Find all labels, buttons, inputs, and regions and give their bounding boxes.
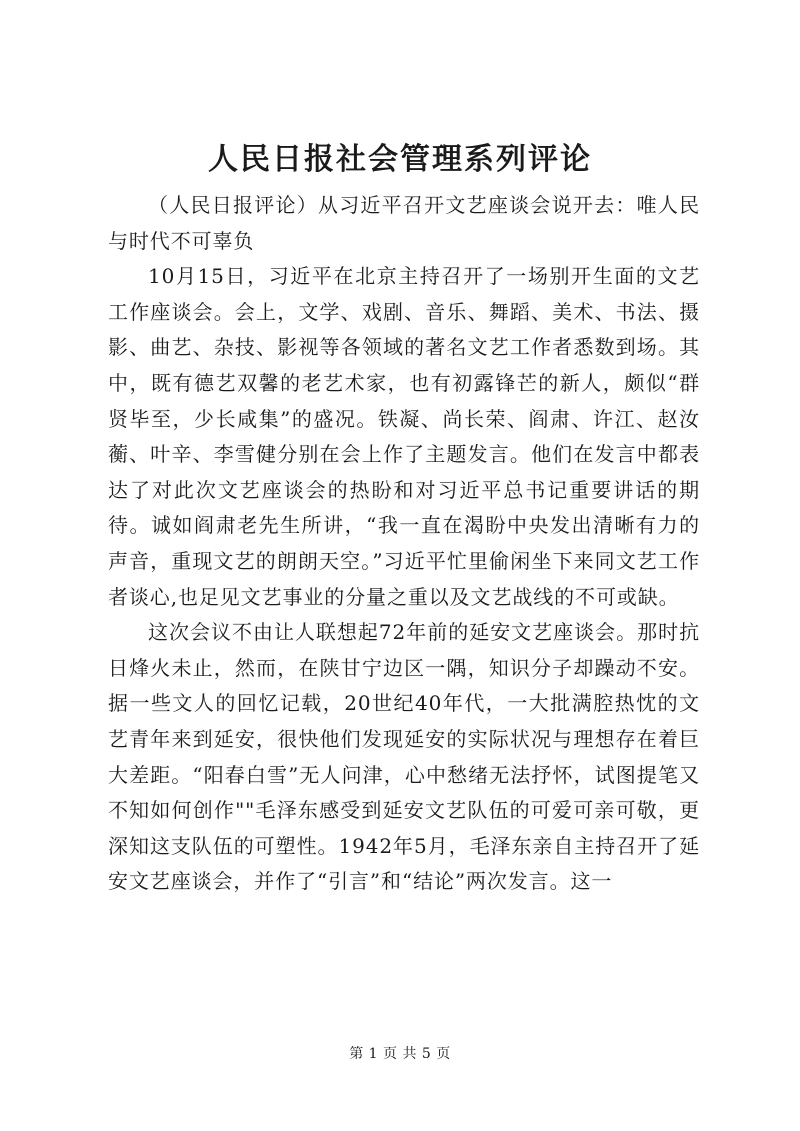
paragraph-1: 10月15日，习近平在北京主持召开了一场别开生面的文艺工作座谈会。会上，文学、戏剧、音乐、舞蹈、美术、书法、摄影、曲艺、杂技、影视等各领域的著名文艺工作者悉数到场。其中，既有德艺双馨的老艺术家，也有初露锋芒的新人，颇似“群贤毕至，少长咸集”的盛况。铁凝、尚长荣、阎肃、许江、赵汝蘅、叶辛、李雪健分别在会上作了主题发言。他们在发言中都表达了对此次文艺座谈会的热盼和对习近平总书记重要讲话的期待。诚如阎肃老先生所讲，“我一直在渴盼中央发出清晰有力的声音，重现文艺的朗朗天空。”习近平忙里偷闲坐下来同文艺工作者谈心,也足见文艺事业的分量之重以及文艺战线的不可或缺。: [108, 264, 700, 609]
page-title: 人民日报社会管理系列评论: [208, 142, 592, 177]
document-body: [108, 188, 700, 900]
paragraph-subtitle: （人民日报评论）从习近平召开文艺座谈会说开去：唯人民与时代不可辜负: [108, 193, 700, 253]
paragraph-2: 这次会议不由让人联想起72年前的延安文艺座谈会。那时抗日烽火未止，然而，在陕甘宁边区一隅，知识分子却躁动不安。据一些文人的回忆记载，20世纪40年代，一大批满腔热忱的文艺青年来到延安，很快他们发现延安的实际状况与理想存在着巨大差距。“阳春白雪”无人问津，心中愁绪无法抒怀，试图提笔又不知如何创作""毛泽东感受到延安文艺队伍的可爱可亲可敬，更深知这支队伍的可塑性。1942年5月，毛泽东亲自主持召开了延安文艺座谈会，并作了“引言”和“结论”两次发言。这一: [108, 620, 700, 894]
page-footer: 第 1 页 共 5 页: [349, 1046, 451, 1062]
